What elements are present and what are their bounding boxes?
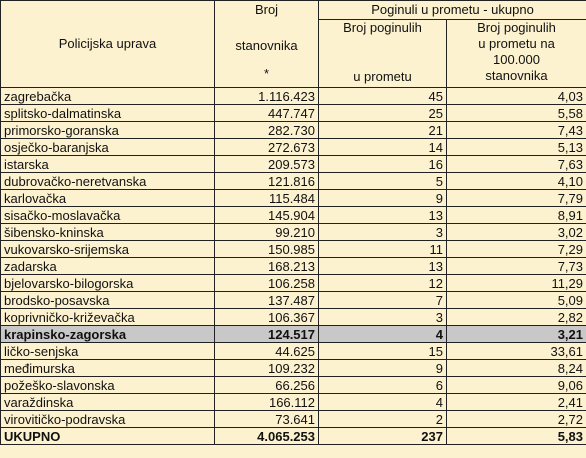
- cell-population: 272.673: [215, 139, 319, 156]
- cell-fatalities: 13: [319, 207, 447, 224]
- cell-police-administration: međimurska: [1, 360, 215, 377]
- cell-police-administration: karlovačka: [1, 190, 215, 207]
- cell-rate: 8,91: [447, 207, 586, 224]
- cell-population: 1.116.423: [215, 88, 319, 105]
- cell-police-administration: zagrebačka: [1, 88, 215, 105]
- table-row: [1, 139, 586, 156]
- cell-fatalities: 15: [319, 343, 447, 360]
- cell-rate: 7,43: [447, 122, 586, 139]
- cell-fatalities: 16: [319, 156, 447, 173]
- cell-rate: 3,21: [447, 326, 586, 343]
- table-row: [1, 88, 586, 105]
- cell-police-administration: sisačko-moslavačka: [1, 207, 215, 224]
- cell-rate: 4,10: [447, 173, 586, 190]
- cell-rate: 2,41: [447, 394, 586, 411]
- cell-rate: 7,29: [447, 241, 586, 258]
- cell-police-administration: primorsko-goranska: [1, 122, 215, 139]
- cell-population: 73.641: [215, 411, 319, 428]
- total-row: [1, 428, 586, 445]
- header-fatalities-count: Broj poginulih u prometu: [319, 20, 447, 88]
- cell-population: 109.232: [215, 360, 319, 377]
- header-fatalities-rate: Broj poginulih u prometu na 100.000 stanovnika: [447, 20, 586, 88]
- cell-population: 115.484: [215, 190, 319, 207]
- cell-fatalities: 13: [319, 258, 447, 275]
- table-row: [1, 377, 586, 394]
- cell-fatalities: 2: [319, 411, 447, 428]
- cell-fatalities: 3: [319, 309, 447, 326]
- table-row: [1, 173, 586, 190]
- table-row: [1, 309, 586, 326]
- cell-population: 209.573: [215, 156, 319, 173]
- cell-police-administration: zadarska: [1, 258, 215, 275]
- cell-population: 99.210: [215, 224, 319, 241]
- cell-rate: 7,79: [447, 190, 586, 207]
- cell-fatalities: 25: [319, 105, 447, 122]
- cell-fatalities: 21: [319, 122, 447, 139]
- cell-police-administration: splitsko-dalmatinska: [1, 105, 215, 122]
- cell-fatalities: 4: [319, 326, 447, 343]
- cell-population: 44.625: [215, 343, 319, 360]
- cell-police-administration: virovitičko-podravska: [1, 411, 215, 428]
- cell-fatalities: 11: [319, 241, 447, 258]
- cell-rate: 9,06: [447, 377, 586, 394]
- cell-population: 447.747: [215, 105, 319, 122]
- table-row: [1, 105, 586, 122]
- cell-rate: 5,83: [447, 428, 586, 445]
- cell-population: 106.367: [215, 309, 319, 326]
- cell-rate: 11,29: [447, 275, 586, 292]
- cell-police-administration: osječko-baranjska: [1, 139, 215, 156]
- table-row: [1, 292, 586, 309]
- cell-population: 168.213: [215, 258, 319, 275]
- table-row: [1, 224, 586, 241]
- cell-population: 66.256: [215, 377, 319, 394]
- table-row: [1, 241, 586, 258]
- cell-population: 145.904: [215, 207, 319, 224]
- cell-rate: 2,72: [447, 411, 586, 428]
- cell-fatalities: 3: [319, 224, 447, 241]
- cell-fatalities: 45: [319, 88, 447, 105]
- cell-rate: 33,61: [447, 343, 586, 360]
- cell-fatalities: 14: [319, 139, 447, 156]
- cell-fatalities: 5: [319, 173, 447, 190]
- cell-population: 150.985: [215, 241, 319, 258]
- cell-police-administration: bjelovarsko-bilogorska: [1, 275, 215, 292]
- cell-rate: 2,82: [447, 309, 586, 326]
- cell-fatalities: 237: [319, 428, 447, 445]
- cell-rate: 5,09: [447, 292, 586, 309]
- cell-police-administration: brodsko-posavska: [1, 292, 215, 309]
- cell-rate: 7,73: [447, 258, 586, 275]
- cell-police-administration: šibensko-kninska: [1, 224, 215, 241]
- cell-police-administration: varaždinska: [1, 394, 215, 411]
- cell-police-administration: koprivničko-križevačka: [1, 309, 215, 326]
- cell-fatalities: 9: [319, 190, 447, 207]
- table-row: [1, 326, 586, 343]
- cell-fatalities: 9: [319, 360, 447, 377]
- cell-population: 4.065.253: [215, 428, 319, 445]
- table-row: [1, 258, 586, 275]
- cell-population: 282.730: [215, 122, 319, 139]
- cell-fatalities: 6: [319, 377, 447, 394]
- table-row: [1, 207, 586, 224]
- cell-population: 106.258: [215, 275, 319, 292]
- table-row: [1, 122, 586, 139]
- cell-rate: 4,03: [447, 88, 586, 105]
- cell-police-administration: ličko-senjska: [1, 343, 215, 360]
- table-row: [1, 411, 586, 428]
- cell-rate: 5,58: [447, 105, 586, 122]
- table-row: [1, 275, 586, 292]
- cell-police-administration: dubrovačko-neretvanska: [1, 173, 215, 190]
- cell-population: 166.112: [215, 394, 319, 411]
- cell-rate: 7,63: [447, 156, 586, 173]
- table-row: [1, 394, 586, 411]
- cell-rate: 8,24: [447, 360, 586, 377]
- table-row: [1, 190, 586, 207]
- cell-fatalities: 7: [319, 292, 447, 309]
- table-row: [1, 156, 586, 173]
- cell-fatalities: 12: [319, 275, 447, 292]
- cell-police-administration: vukovarsko-srijemska: [1, 241, 215, 258]
- cell-population: 137.487: [215, 292, 319, 309]
- header-fatalities-group: Poginuli u prometu - ukupno: [319, 1, 586, 20]
- table-body: [1, 88, 586, 445]
- cell-police-administration: požeško-slavonska: [1, 377, 215, 394]
- header-police-administration: Policijska uprava: [1, 1, 215, 88]
- cell-police-administration: krapinsko-zagorska: [1, 326, 215, 343]
- cell-rate: 5,13: [447, 139, 586, 156]
- cell-police-administration: UKUPNO: [1, 428, 215, 445]
- cell-population: 121.816: [215, 173, 319, 190]
- cell-population: 124.517: [215, 326, 319, 343]
- header-population: Broj stanovnika *: [215, 1, 319, 88]
- table-row: [1, 360, 586, 377]
- cell-police-administration: istarska: [1, 156, 215, 173]
- table-row: [1, 343, 586, 360]
- cell-fatalities: 4: [319, 394, 447, 411]
- cell-rate: 3,02: [447, 224, 586, 241]
